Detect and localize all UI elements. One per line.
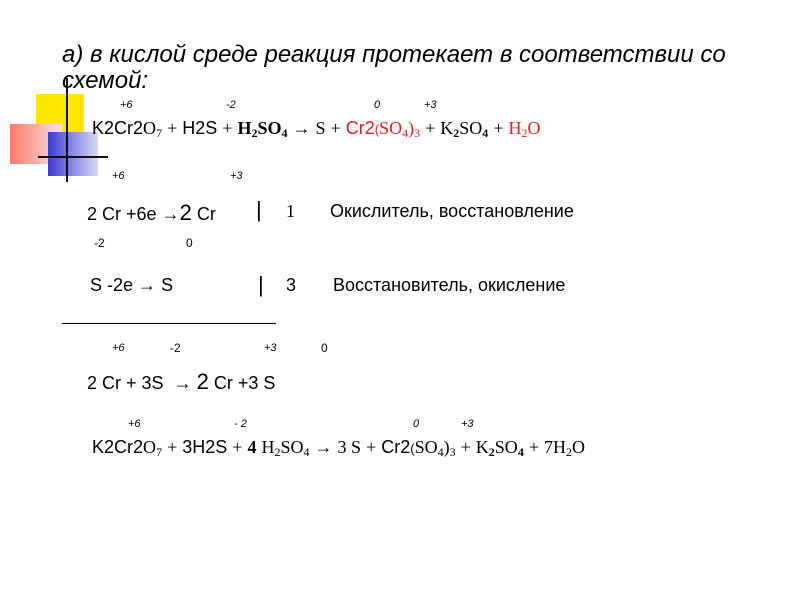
balance-bar-1: | xyxy=(256,197,262,222)
balance-role-1: Окислитель, восстановление xyxy=(330,201,574,221)
balance-ox2-a: -2 xyxy=(94,236,105,250)
sum-ox-b: -2 xyxy=(170,341,181,355)
balance-ox1-b: +3 xyxy=(230,170,243,182)
decor-blue-square xyxy=(48,132,98,176)
scheme-ox-s-in: -2 xyxy=(226,99,236,111)
final-equation: $K2Cr2O_7 + 3H2S + 4$ $H_2SO_4 \to 3$ $S + Cr2(SO_4)_3 + K_2SO_4 + 7H_2O$ xyxy=(92,437,585,459)
sum-ox-d: 0 xyxy=(321,341,328,355)
scheme-ox-s-out: 0 xyxy=(374,99,381,111)
final-h2o: $7H_2O$ xyxy=(544,437,585,459)
balance-line-1: 2 Cr +6e →2 Cr xyxy=(87,200,216,225)
final-coef-h2so4: 4 xyxy=(247,437,257,457)
scheme-cr2so43: $Cr2(SO_4)_3$ xyxy=(345,118,421,140)
sum-ox-a: +6 xyxy=(112,342,125,354)
scheme-h2s: H2S xyxy=(182,118,218,138)
scheme-k2so4: $K_2SO_4$ xyxy=(440,118,489,140)
final-s: 3 S xyxy=(337,437,362,457)
balance-line-2: S -2e → S xyxy=(90,275,174,295)
scheme-equation: $K2Cr2O_7 + H2S + H_2SO_4 \to S + Cr2(SO_4)_3 + K_2SO_4 + H_2O$ xyxy=(92,118,541,140)
final-h2so4: $H_2SO_4$ xyxy=(261,437,310,459)
final-cr2so43: $Cr2(SO_4)_3$ xyxy=(381,437,456,459)
scheme-ox-cr-out: +3 xyxy=(424,99,437,111)
balance-coef-2: 3 xyxy=(286,275,297,295)
sum-equation: 2 Cr + 3S → 2 Cr +3 S xyxy=(87,369,276,394)
final-k2cr2o7: $K2Cr2O_7$ xyxy=(92,437,163,459)
balance-ox1-a: +6 xyxy=(112,170,125,182)
final-ox-d: +3 xyxy=(461,418,474,430)
scheme-h2so4: $H_2SO_4$ xyxy=(237,118,288,140)
balance-ox2-b: 0 xyxy=(186,236,193,250)
final-k2so4: $K_2SO_4$ xyxy=(475,437,524,459)
slide-title: а) в кислой среде реакция протекает в соответствии со схемой: xyxy=(62,41,726,94)
balance-coef-1: 1 xyxy=(286,201,295,221)
sum-ox-c: +3 xyxy=(264,342,277,354)
final-ox-c: 0 xyxy=(413,418,420,430)
final-ox-b: - 2 xyxy=(234,418,247,430)
scheme-ox-cr-in: +6 xyxy=(120,99,133,111)
decor-horizontal-line xyxy=(38,156,108,158)
balance-bar-2: | xyxy=(258,272,264,297)
balance-sum-line xyxy=(62,323,276,324)
scheme-arrow: → xyxy=(292,118,311,138)
scheme-k2cr2o7: $K2Cr2O_7$ xyxy=(92,118,163,140)
scheme-h2o: $H_2O$ xyxy=(508,118,541,140)
final-h2s: 3H2S xyxy=(182,437,228,457)
balance-role-2: Восстановитель, окисление xyxy=(333,275,566,295)
final-ox-a: +6 xyxy=(128,418,141,430)
